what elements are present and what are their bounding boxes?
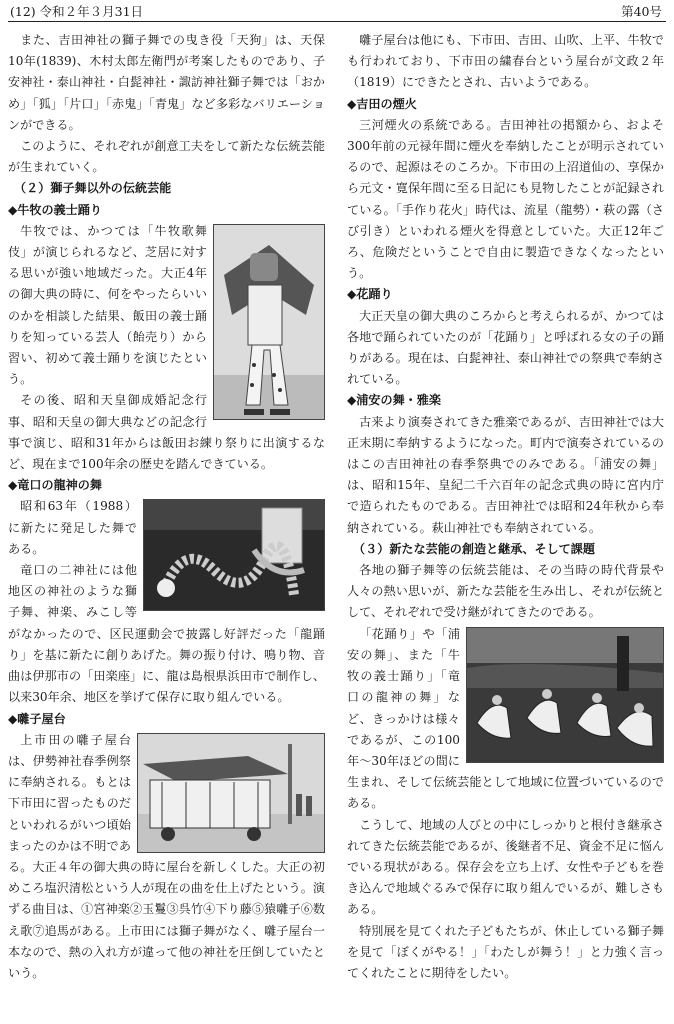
issue-date: (12) 令和２年３月31日 xyxy=(10,4,144,19)
paragraph: 各地の獅子舞等の伝統芸能は、その当時の時代背景や人々の熱い思いが、新たな芸能を生み出し、それが伝統として、それぞれで受け継がれてきたのである。 xyxy=(347,563,664,620)
subsection-heading: ◆吉田の煙火 xyxy=(347,96,417,111)
paragraph: 大正天皇の御大典のころからと考えられるが、かつては各地で踊られていたのが「花踊り」と呼ばれる女の子の踊りがある。現在は、白髭神社、泰山神社での祭典で奉納されている。 xyxy=(347,308,664,387)
paragraph: 牛牧では、かつては「牛牧歌舞伎」が演じられるなど、芝居に対する思いが強い地域だった。大正4年の御大典の時に、何をやったらいいのかを相談した結果、飯田の義士踊りを知っている芸人（飴売り）から習い、初めて義士踊りを演じたという。 xyxy=(8,223,207,387)
subsection-heading: ◆囃子屋台 xyxy=(8,711,66,726)
photo-hana-odori xyxy=(466,627,664,763)
subsection-heading: ◆竜口の龍神の舞 xyxy=(8,478,102,493)
paragraph: このように、それぞれが創意工夫をして新たな伝統芸能が生まれていく。 xyxy=(8,139,325,175)
subsection-heading: ◆花踊り xyxy=(347,287,393,302)
paragraph: 竜口の二神社には他地区の神社のような獅子舞、神楽、みこし等がなかったので、区民運動会で披露し好評だった「龍踊り」を基に新たに創りあげた。舞の振り付け、鳴り物、音曲は伊那市の「田楽座」に、龍は島根県浜田市で制作し、以来30年余、地区を挙げて保存に取り組んでいる。 xyxy=(8,563,325,705)
paragraph: 昭和63年（1988）に新たに発足した舞である。 xyxy=(8,499,137,556)
left-column xyxy=(8,30,325,984)
photo-hayashi-yatai xyxy=(137,733,325,853)
paragraph: こうして、地域の人びとの中にしっかりと根付き継承されてきた伝統芸能であるが、後継者不足、資金不足に悩んでいる現状がある。保存会を立ち上げ、女性や子どもを巻き込んで地域ぐるみで保存に取り組んでいるが、難しさもある。 xyxy=(347,817,664,917)
paragraph: また、吉田神社の獅子舞での曳き役「天狗」は、天保10年(1839)、木村太郎左衛門が考案したものであり、子安神社・泰山神社・白髭神社・諏訪神社獅子舞では「おかめ」「狐」「片口」「赤鬼」「青鬼」など多彩なバリエーションができる。 xyxy=(8,33,325,132)
paragraph: 囃子屋台は他にも、下市田、吉田、山吹、上平、牛牧でも行われており、下市田の繍春台という屋台が文政２年（1819）にできたとされ、古いようである。 xyxy=(347,33,664,90)
paragraph: 三河煙火の系統である。吉田神社の掲額から、およそ300年前の元禄年間に煙火を奉納したことが明示されているので、起源はそのころか。下市田の上沼道仙の、享保から元文・寛保年間に至る日記にも見物したことが記録されている。「手作り花火」時代は、流星（龍勢）・萩の露（さび引き）といわれる煙火を得意としていた。大正12年ごろ、危険だということで自由に製造できなくなったという。 xyxy=(347,117,664,281)
section-heading: （２）獅子舞以外の伝統芸能 xyxy=(14,181,172,196)
issue-number: 第40号 xyxy=(621,4,662,19)
paragraph: 「花踊り」や「浦安の舞」、また「牛牧の義士踊り」「竜口の龍神の舞」など、きっかけは様々であるが、この100年〜30年ほどの間に生まれ、そして伝統芸能として地域に位置づいているのである。 xyxy=(347,626,664,811)
subsection-heading: ◆牛牧の義士踊り xyxy=(8,202,102,217)
paragraph: 古来より演奏されてきた雅楽であるが、吉田神社では大正末期に奉納するようになった。町内で演奏されているのはこの吉田神社の春季祭典でのみである。「浦安の舞」は、昭和15年、皇紀二千六百年の記念式典の時に宮内庁で造られたものである。吉田神社では昭和24年秋から奉納されている。萩山神社でも奉納されている。 xyxy=(347,414,664,535)
paragraph: 上市田の囃子屋台は、伊勢神社春季例祭に奉納される。もとは下市田に習ったものだといわれるがいつ頃始まったのかは不明である。大正４年の御大典の時に屋台を新しくした。大正の初めころ塩沢清松という人が現在の曲を仕上げたという。演ずる曲目は、①宮神楽②玉鬘③呉竹④下り藤⑤猿囃子⑥数え歌⑦追馬がある。上市田には獅子舞がなく、囃子屋台一本なので、熱の入れ方が違って他の神社を圧倒していたという。 xyxy=(8,732,325,980)
paragraph: 特別展を見てくれた子どもたちが、休止している獅子舞を見て「ぼくがやる！」「わたしが舞う！」と力強く言ってくれたことに期待をしたい。 xyxy=(347,923,664,980)
paragraph: その後、昭和天皇御成婚記念行事、昭和天皇の御大典などの記念行事で演じ、昭和31年からは飯田お練り祭りに出演するなど、現在まで100年余の歴史を踏んできている。 xyxy=(8,393,325,472)
right-column xyxy=(347,30,664,984)
photo-ryujin-mai xyxy=(143,499,325,611)
subsection-heading: ◆浦安の舞・雅楽 xyxy=(347,393,441,408)
section-heading: （３）新たな芸能の創造と継承、そして課題 xyxy=(353,541,595,556)
page-header xyxy=(10,4,664,20)
photo-gishi-odori xyxy=(213,224,325,420)
header-rule xyxy=(8,21,666,22)
